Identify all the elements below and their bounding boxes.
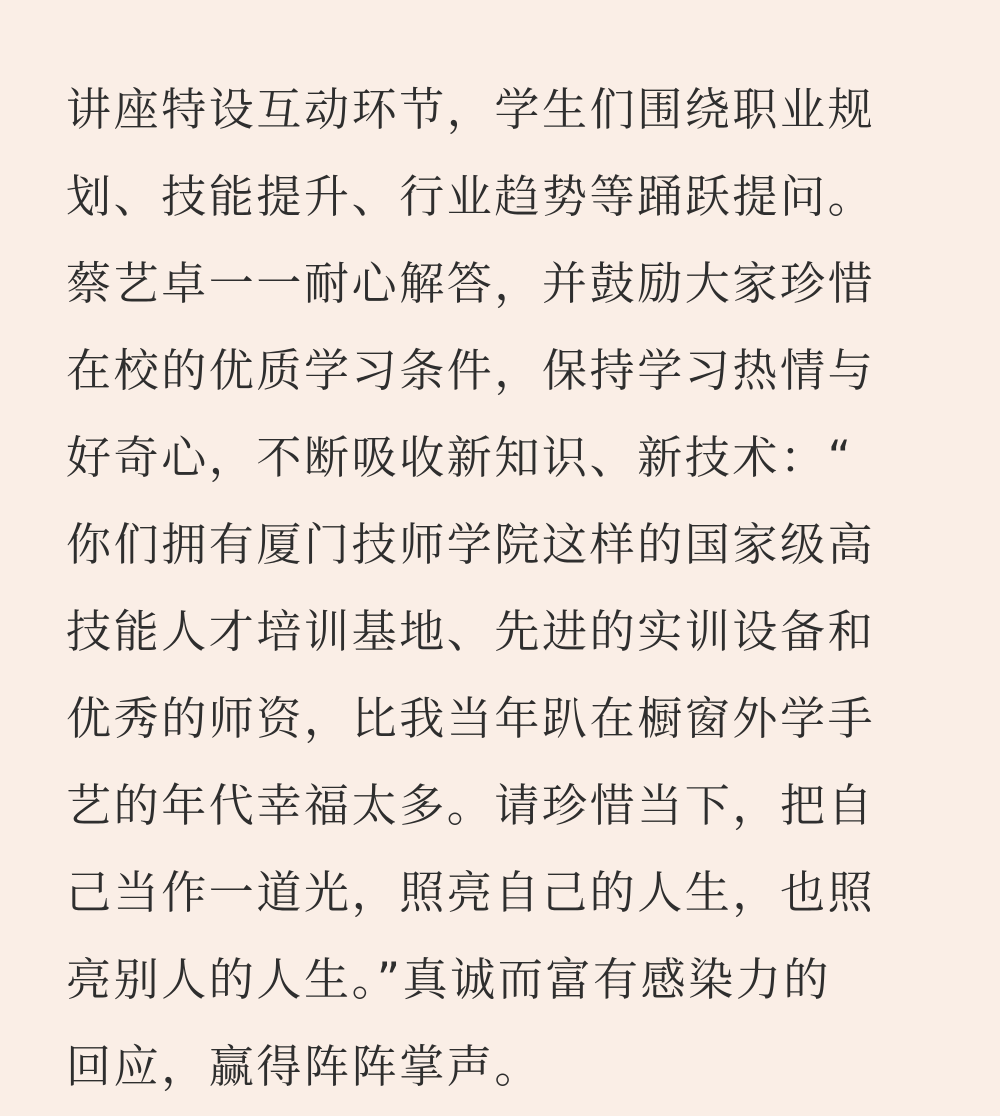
paragraph-line: 艺的年代幸福太多。请珍惜当下，把自	[66, 779, 876, 832]
paragraph-line: 优秀的师资，比我当年趴在橱窗外学手	[66, 692, 876, 745]
paragraph-line: 划、技能提升、行业趋势等踊跃提问。	[66, 170, 876, 223]
paragraph-line: 你们拥有厦门技师学院这样的国家级高	[66, 518, 876, 571]
paragraph-line: 在校的优质学习条件，保持学习热情与	[66, 344, 876, 397]
paragraph-line: 亮别人的人生。”真诚而富有感染力的	[66, 953, 832, 1006]
paragraph-line: 回应，赢得阵阵掌声。	[66, 1040, 543, 1093]
paragraph-line: 好奇心，不断吸收新知识、新技术：“	[66, 431, 854, 484]
paragraph-line: 己当作一道光，照亮自己的人生，也照	[66, 866, 876, 919]
paragraph-line: 蔡艺卓一一耐心解答，并鼓励大家珍惜	[66, 257, 876, 310]
paragraph-line: 技能人才培训基地、先进的实训设备和	[66, 605, 876, 658]
paragraph-line: 讲座特设互动环节，学生们围绕职业规	[66, 83, 876, 136]
